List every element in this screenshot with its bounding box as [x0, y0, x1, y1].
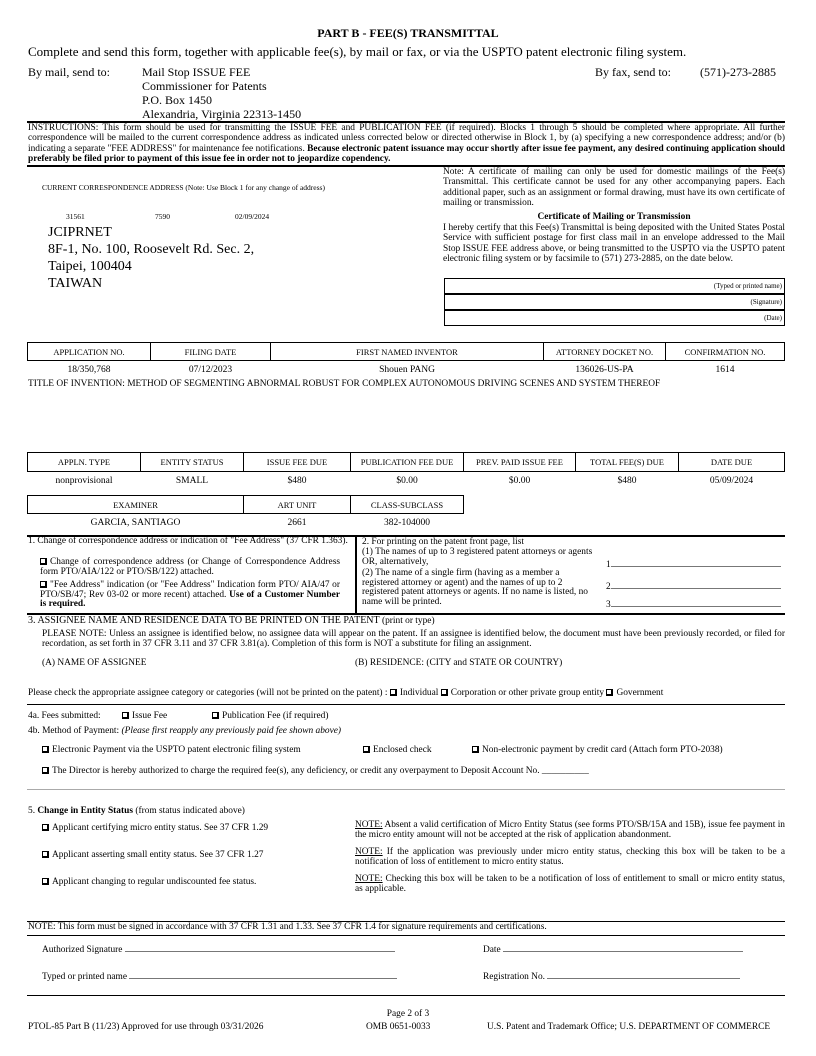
checkbox[interactable]	[42, 878, 49, 885]
divider	[27, 935, 785, 936]
class-subclass: 382-104000	[384, 518, 430, 528]
header-confirmation: CONFIRMATION NO.	[665, 342, 785, 361]
intro-text: Complete and send this form, together with applicable fee(s), by mail or fax, or via the USPTO patent electronic filing system.	[28, 44, 687, 59]
instructions-bold: Because electronic patent issuance may occur shortly after issue fee payment, any desired continuing application should preferably be filed prior to payment of this issue fee in order not to jeopardize copendency.	[28, 143, 785, 165]
registration-no-field[interactable]	[483, 972, 740, 982]
confirmation-no: 1614	[715, 365, 735, 375]
signature-field[interactable]: (Signature)	[444, 294, 785, 310]
agency: U.S. Patent and Trademark Office; U.S. DEPARTMENT OF COMMERCE	[487, 1022, 771, 1032]
note-label: NOTE:	[355, 847, 383, 857]
divider	[355, 536, 357, 614]
divider	[27, 789, 785, 790]
micro-entity-option[interactable]	[42, 823, 268, 833]
checkbox[interactable]	[40, 581, 47, 588]
address-line: Taipei, 100404	[48, 259, 132, 274]
addressee: JCIPRNET	[48, 225, 112, 240]
heading-text: 3. ASSIGNEE NAME AND RESIDENCE DATA TO BE PRINTED ON THE PATENT	[28, 615, 380, 626]
micro-note	[355, 820, 785, 841]
checkbox[interactable]	[363, 746, 370, 753]
option-bold: Use of a Customer Number is required.	[40, 589, 341, 610]
attorney-line-3[interactable]	[606, 600, 781, 610]
heading-suffix: (print or type)	[379, 616, 435, 626]
block5-heading	[28, 806, 245, 816]
correspondence-label: CURRENT CORRESPONDENCE ADDRESS (Note: Use Block 1 for any change of address)	[42, 183, 325, 192]
electronic-payment-option[interactable]	[42, 745, 301, 755]
line-number: 2	[606, 582, 611, 592]
total-fees-due: $480	[617, 476, 637, 486]
block2-item2: (2) The name of a single firm (having as a member a registered attorney or agent) and the names of up to 2 registered patent attorneys or agents. If no name is listed, no name will be printed.	[362, 568, 588, 607]
docket-no: 136026-US-PA	[575, 365, 634, 375]
customer-number: 31561	[66, 212, 85, 221]
entity-status: SMALL	[175, 476, 209, 486]
form-id: PTOL-85 Part B (11/23) Approved for use through 03/31/2026	[28, 1022, 264, 1032]
fees-submitted-label: 4a. Fees submitted:	[28, 711, 101, 721]
address-line: TAIWAN	[48, 276, 103, 291]
checkbox[interactable]	[472, 746, 479, 753]
instructions	[28, 123, 785, 164]
header-inventor: FIRST NAMED INVENTOR	[270, 342, 544, 361]
checkbox[interactable]	[40, 558, 47, 565]
authorized-signature-field[interactable]	[42, 945, 395, 955]
date-due: 05/09/2024	[709, 476, 754, 486]
header-docket: ATTORNEY DOCKET NO.	[543, 342, 666, 361]
field-label: Registration No.	[483, 972, 545, 982]
header-total-fees: TOTAL FEE(S) DUE	[575, 452, 679, 472]
header-prev-paid: PREV. PAID ISSUE FEE	[463, 452, 576, 472]
checkbox[interactable]	[42, 824, 49, 831]
checkbox[interactable]	[122, 712, 129, 719]
block1-heading: 1. Change of correspondence address or indication of "Fee Address" (37 CFR 1.363).	[28, 536, 348, 546]
typed-name-field[interactable]	[42, 972, 397, 982]
mail-label: By mail, send to:	[28, 65, 110, 79]
note-label: NOTE:	[355, 874, 383, 884]
attorney-line-2[interactable]	[606, 582, 781, 592]
divider	[27, 704, 785, 705]
checkbox-individual[interactable]	[390, 689, 397, 696]
payment-method-label	[28, 726, 341, 736]
option-label: Change of correspondence address (or Change of Correspondence Address form PTO/AIA/122 or PTO/SB/122) attached.	[40, 557, 340, 577]
category-label: Corporation or other private group entity	[450, 688, 605, 698]
fax-number: (571)-273-2885	[700, 65, 776, 79]
checkbox-corporation[interactable]	[441, 689, 448, 696]
option-label: Enclosed check	[373, 745, 432, 755]
option-label: Electronic Payment via the USPTO patent electronic filing system	[52, 745, 301, 755]
heading-bold: Change in Entity Status	[37, 806, 133, 816]
inventor: Shouen PANG	[379, 365, 435, 375]
typed-name-field[interactable]: (Typed or printed name)	[444, 278, 785, 294]
publication-fee-due: $0.00	[396, 476, 418, 486]
publication-fee-option[interactable]	[212, 711, 328, 721]
field-label: Typed or printed name	[42, 972, 127, 982]
option-label: The Director is hereby authorized to charge the required fee(s), any deficiency, or credit any overpayment to Deposit Account No. __________	[52, 766, 589, 776]
header-application-no: APPLICATION NO.	[27, 342, 151, 361]
assignee-note: PLEASE NOTE: Unless an assignee is identified below, no assignee data will appear on the patent. If an assignee is identified below, the document must have been previously recorded, or filed for recordation, as set forth in 37 CFR 3.11 and 37 CFR 3.81(a). Completion of this form is NOT a substitute for filing an assignment.	[42, 629, 785, 650]
option-label: Non-electronic payment by credit card (Attach form PTO-2038)	[482, 745, 723, 755]
certificate-note: Note: A certificate of mailing can only be used for domestic mailings of the Fee(s) Transmittal. This certificate cannot be used for any other accompanying papers. Each additional paper, such as an assignment or formal drawing, must have its own certificate of mailing or transmission.	[443, 167, 785, 209]
correspondence-address	[48, 224, 254, 292]
note-text: Checking this box will be taken to be a notification of loss of entitlement to small or micro entity status, as applicable.	[355, 874, 785, 895]
assignee-category	[28, 688, 663, 698]
option-label: Publication Fee (if required)	[222, 711, 329, 721]
regular-fee-option[interactable]	[42, 877, 256, 887]
checkbox[interactable]	[42, 746, 49, 753]
omb-number: OMB 0651-0033	[366, 1022, 431, 1032]
header-filing-date: FILING DATE	[150, 342, 271, 361]
attorney-line-1[interactable]	[606, 560, 781, 570]
option-label: Applicant certifying micro entity status. See 37 CFR 1.29	[52, 823, 269, 833]
issue-fee-option[interactable]	[122, 711, 167, 721]
signature-note: NOTE: This form must be signed in accordance with 37 CFR 1.31 and 1.33. See 37 CFR 1.4 for signature requirements and certifications.	[28, 922, 547, 932]
category-prompt: Please check the appropriate assignee category or categories (will not be printed on the patent) :	[28, 688, 388, 698]
issue-fee-due: $480	[287, 476, 307, 486]
check-option[interactable]	[363, 745, 432, 755]
appln-type: nonprovisional	[55, 476, 113, 486]
option-label: "Fee Address" indication (or "Fee Address" Indication form PTO/ AIA/47 or PTO/SB/47; Rev 03-02 or more recent) attached.	[40, 580, 340, 600]
mail-address	[142, 65, 301, 121]
block3-heading	[28, 615, 435, 626]
mail-line: Alexandria, Virginia 22313-1450	[142, 107, 302, 121]
option-label: Applicant asserting small entity status. See 37 CFR 1.27	[52, 850, 264, 860]
method-label: 4b. Method of Payment:	[28, 726, 122, 736]
regular-note	[355, 874, 785, 895]
line-number: 1	[606, 560, 611, 570]
note-label: NOTE:	[355, 820, 383, 830]
certificate-heading: Certificate of Mailing or Transmission	[537, 212, 691, 222]
art-unit: 2661	[287, 518, 307, 528]
invention-title: TITLE OF INVENTION: METHOD OF SEGMENTING ABNORMAL ROBUST FOR COMPLEX AUTONOMOUS DRIVING SCENES AND SYSTEM THEREOF	[28, 379, 661, 389]
mail-line: P.O. Box 1450	[142, 93, 213, 107]
fax-label: By fax, send to:	[595, 65, 671, 79]
heading-suffix: (from status indicated above)	[132, 806, 245, 816]
mail-date: 02/09/2024	[235, 212, 270, 221]
block2-item1: (1) The names of up to 3 registered patent attorneys or agents OR, alternatively,	[362, 547, 593, 567]
prev-paid-fee: $0.00	[508, 476, 531, 486]
residence-label: (B) RESIDENCE: (CITY and STATE OR COUNTRY)	[355, 658, 563, 668]
checkbox[interactable]	[42, 767, 49, 774]
checkbox[interactable]	[42, 851, 49, 858]
field-label: Date	[483, 945, 501, 955]
credit-card-option[interactable]	[472, 745, 723, 755]
header-art-unit: ART UNIT	[243, 495, 351, 514]
filing-date: 07/12/2023	[188, 365, 233, 375]
signature-date-field[interactable]	[483, 945, 743, 955]
assignee-name-label: (A) NAME OF ASSIGNEE	[42, 658, 147, 668]
checkbox-government[interactable]	[606, 689, 613, 696]
note-text: If the application was previously under micro entity status, checking this box will be taken to be a notification of loss of entitlement to micro entity status.	[355, 847, 785, 868]
method-note: (Please first reapply any previously paid fee shown above)	[121, 726, 342, 736]
category-label: Individual	[399, 688, 439, 698]
director-authorization-option[interactable]	[42, 766, 589, 776]
note-text: Absent a valid certification of Micro Entity Status (see forms PTO/SB/15A and 15B), issue fee payment in the micro entity amount will not be accepted at the risk of application abandonment.	[355, 820, 785, 841]
option-label: Applicant changing to regular undiscounted fee status.	[52, 877, 257, 887]
category-label: Government	[616, 688, 664, 698]
mail-line: Commissioner for Patents	[142, 79, 267, 93]
header-entity-status: ENTITY STATUS	[140, 452, 244, 472]
field-label: Authorized Signature	[42, 945, 123, 955]
header-appln-type: APPLN. TYPE	[27, 452, 141, 472]
form-title: PART B - FEE(S) TRANSMITTAL	[317, 26, 499, 40]
block2-heading: 2. For printing on the patent front page, list	[362, 537, 524, 547]
header-issue-fee: ISSUE FEE DUE	[243, 452, 351, 472]
heading-num: 5.	[28, 806, 38, 816]
divider	[27, 995, 785, 996]
code: 7590	[155, 212, 170, 221]
change-address-option[interactable]	[40, 558, 340, 577]
small-entity-option[interactable]	[42, 850, 263, 860]
header-examiner: EXAMINER	[27, 495, 244, 514]
fee-address-option[interactable]	[40, 581, 340, 610]
application-no: 18/350,768	[67, 365, 111, 375]
examiner-name: GARCIA, SANTIAGO	[90, 518, 181, 528]
header-class: CLASS-SUBCLASS	[350, 495, 464, 514]
header-publication-fee: PUBLICATION FEE DUE	[350, 452, 464, 472]
mail-line: Mail Stop ISSUE FEE	[142, 65, 251, 79]
certificate-text: I hereby certify that this Fee(s) Transmittal is being deposited with the United States Postal Service with sufficient postage for first class mail in an envelope addressed to the Mail Stop ISSUE FEE address above, or being transmitted to the USPTO via the USPTO patent electronic filing system or by facsimile to (571) 273-2885, on the date below.	[443, 223, 785, 265]
date-field[interactable]: (Date)	[444, 310, 785, 326]
small-note	[355, 847, 785, 868]
option-label: Issue Fee	[132, 711, 168, 721]
header-date-due: DATE DUE	[678, 452, 785, 472]
instructions-text: INSTRUCTIONS: This form should be used for transmitting the ISSUE FEE and PUBLICATION FEE (if required). Blocks 1 through 5 should be completed where appropriate. All further correspondence will be mailed to the current correspondence address as indicated unless corrected below or directed otherwise in Block 1, by (a) specifying a new correspondence address; and/or (b) indicating a separate "FEE ADDRESS" for maintenance fee notifications.	[28, 123, 785, 154]
checkbox[interactable]	[212, 712, 219, 719]
line-number: 3	[606, 600, 611, 610]
address-line: 8F-1, No. 100, Roosevelt Rd. Sec. 2,	[48, 242, 255, 257]
page-number: Page 2 of 3	[386, 1009, 430, 1019]
